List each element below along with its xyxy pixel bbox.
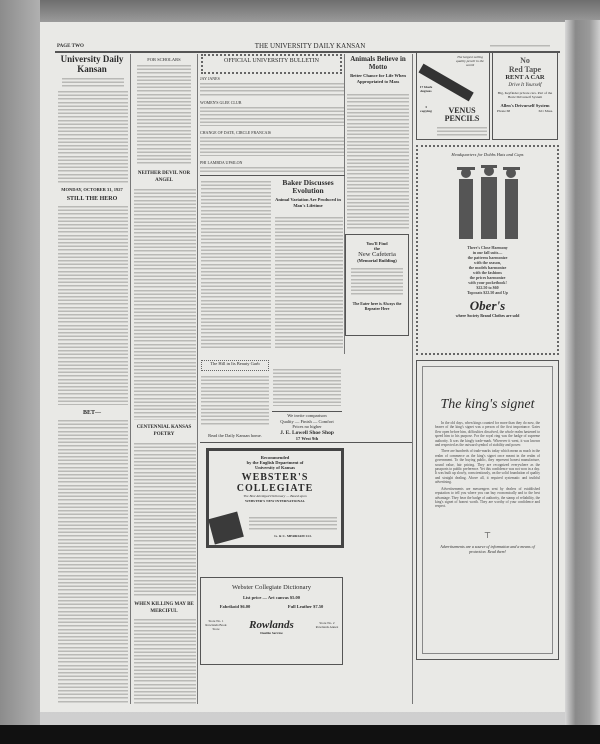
- obers-logo: Ober's: [469, 298, 506, 313]
- obers-line: with the season,: [473, 260, 501, 265]
- editorial-headline: WHEN KILLING MAY BE MERCIFUL: [134, 602, 194, 614]
- webster-subtitle: WEBSTER'S NEW INTERNATIONAL: [245, 498, 305, 503]
- bulletin-item-title: CHANGE OF DATE, CIRCLE FRANCAIS: [200, 130, 272, 135]
- venus-fineprint: [437, 126, 487, 138]
- webster-line: University of Kansas: [254, 465, 295, 470]
- rowlands-logo: Rowlands: [249, 619, 294, 631]
- editorial-body: [58, 419, 128, 704]
- bulletin-item-body: [200, 166, 344, 174]
- redtape-line: Red Tape: [508, 65, 542, 74]
- obers-header: Headquarters for Dobbs Hats and Caps: [451, 152, 524, 157]
- three-men-illustration: [453, 161, 523, 241]
- scan-left-edge: [0, 0, 40, 725]
- editorial-body: [134, 618, 196, 705]
- signet-ornament-icon: ⊤: [484, 530, 491, 540]
- obers-body: [418, 245, 557, 295]
- rowlands-price: List price — Art canvas $5.00: [243, 595, 300, 600]
- nameplate-subtext: [62, 77, 124, 87]
- staff-listing: [58, 90, 128, 184]
- hill-body: [201, 375, 269, 425]
- webster-title: WEBSTER'S: [241, 472, 309, 483]
- shoeshop-name: J. E. Lowell Shoe Shop: [280, 429, 334, 436]
- redtape-phone: Phone 68: [497, 109, 511, 113]
- bulletin-item-body: [200, 136, 344, 156]
- obers-footer: where Society Brand Clothes are sold: [455, 313, 520, 318]
- masthead-date: [490, 44, 550, 48]
- signet-paragraph: In the old days, when kings counted for more than they do now, the bearer of the king's signet was a person of the first importance. Gates flew open before him, difficulties dissolved, the whole realm hastened to speed him to his purpose. For the royal ring was the badge of supreme authority. It was the kingly trade-mark. Wherever it went, it was known and respected as the outward symbol of stability and power.: [435, 421, 540, 448]
- hill-title-box: [201, 360, 269, 371]
- cafeteria-body: [351, 267, 403, 297]
- bulletin-item-title: PHI LAMBDA UPSILON: [200, 160, 243, 165]
- editorial-body: [58, 205, 128, 405]
- animals-subhead: Better Chance for Life When Appropriated to Mass: [350, 73, 406, 84]
- signet-footer: Advertisements are a source of information and a means of protection. Read them!: [440, 543, 535, 554]
- obers-line: the models harmonize: [468, 265, 507, 270]
- redtape-address: 621 Mass.: [538, 109, 553, 113]
- masthead-title: THE UNIVERSITY DAILY KANSAN: [254, 42, 366, 50]
- evolution-body: [275, 216, 343, 349]
- bulletin-header-box: [201, 54, 342, 74]
- bulletin-title: OFFICIAL UNIVERSITY BULLETIN: [224, 58, 319, 64]
- obers-line: with the fashions: [473, 270, 502, 275]
- cafeteria-sub: (Memorial Building): [357, 258, 397, 263]
- redtape-headline: RENT A CAR: [505, 74, 545, 81]
- editorial-headline: BET—: [82, 410, 101, 416]
- webster-fineprint: [249, 516, 337, 530]
- bulletin-item-title: JAY JANES: [200, 76, 220, 81]
- redtape-slogan: Drive It Yourself: [508, 83, 542, 88]
- poem-title: FOR SCHOLARS: [147, 57, 181, 62]
- section-rule: [200, 175, 345, 176]
- obers-line: the prices harmonize: [469, 275, 506, 280]
- obers-line: with your pocketbook!: [468, 280, 507, 285]
- cafeteria-ad: [345, 234, 409, 336]
- poem-body: [137, 64, 191, 164]
- webster-subtitle: The Best Abridged Dictionary — Based upon: [243, 494, 307, 498]
- venus-pencils-ad: [416, 52, 490, 140]
- evolution-headline: Baker Discusses Evolution: [282, 178, 334, 195]
- redtape-description: Big, Keyfinder private cars. Part of the Hertz Drivurself System: [497, 91, 553, 99]
- page-number: PAGE TWO: [57, 44, 84, 49]
- hill-title: The Hill in Its Beauty Garb: [210, 361, 260, 366]
- venus-degrees: 17 black degrees: [419, 85, 433, 93]
- animals-headline: Animals Believe in Motto: [350, 55, 406, 71]
- editorial-body: [134, 442, 196, 597]
- scan-bottom-border: [0, 725, 600, 744]
- webster-ad: [206, 448, 344, 548]
- obers-line: There's Close Harmony: [467, 245, 508, 250]
- section-rule: [200, 442, 412, 443]
- obers-line: in our fall suits—: [472, 250, 503, 255]
- kings-signet-ad: [416, 360, 559, 660]
- obers-line: $22.50 to $60: [476, 285, 499, 290]
- venus-copying: 3 copying: [420, 105, 432, 113]
- obers-line: the patterns harmonize: [467, 255, 508, 260]
- column-rule: [412, 54, 413, 704]
- rent-a-car-ad: [492, 52, 558, 140]
- editorial-body: [134, 188, 196, 420]
- webster-publisher: G. & C. MERRIAM CO.: [274, 534, 312, 538]
- signet-title: The king's signet: [440, 397, 535, 412]
- section-rule: [272, 411, 342, 412]
- hill-footer: Read the Daily Kansan home.: [208, 433, 262, 438]
- shoeshop-line: Prices no higher: [292, 424, 322, 429]
- rowlands-service: Double Service: [260, 631, 283, 635]
- rowlands-title: Webster Collegiate Dictionary: [232, 584, 311, 591]
- cafeteria-line: You'll Find: [366, 241, 388, 246]
- webster-line: Recommended: [260, 455, 290, 460]
- signet-paragraph: Advertisements are messengers sent by dealers of established reputation to tell you where you can buy economically and to the best advantage. They bear the badge of authority, the stamp of reliability, the king's signet of honest worth. They are worthy of your confidence and respect.: [435, 486, 540, 509]
- issue-date: MONDAY, OCTOBER 31, 1927: [61, 187, 123, 192]
- cafeteria-name: New Cafeteria: [358, 251, 396, 258]
- animals-body: [347, 93, 409, 231]
- pencil-illustration: [419, 64, 474, 102]
- webster-title: COLLEGIATE: [236, 483, 314, 494]
- cafeteria-line: the: [374, 246, 380, 251]
- venus-tagline: The largest selling quality pencil in the world: [456, 55, 484, 67]
- rowlands-fabrikoid-price: Fabrikoid $6.00: [219, 604, 251, 609]
- rowlands-store1: Store No. 1 Rowlands Book Store: [205, 619, 227, 631]
- shoeshop-line: We invite comparison: [287, 413, 327, 418]
- editorial-headline: CENTENNIAL KANSAS POETRY: [136, 425, 192, 437]
- column-rule: [197, 54, 198, 704]
- bulletin-item-body: [200, 82, 344, 96]
- rowlands-store2: Store No. 2 Rowlands Annex: [315, 621, 339, 629]
- obers-line: Topcoats $22.50 and Up: [467, 290, 508, 295]
- evolution-subhead: Animal Variation Are Produced in Man's Lifetime: [275, 197, 341, 208]
- editorial-headline: NEITHER DEVIL NOR ANGEL: [137, 171, 191, 183]
- signet-paragraph: There are hundreds of trade-marks today which mean as much in the realm of commerce as the king's signet once meant in the realm of government. To the buying public, they represent honest manufacture, sound value, fair pricing. They are recognized everywhere as the passports to public preference. Yet this confidence was not won in a day. It was built up slowly, conscientiously, on the solid foundation of quality and straight dealing. Above all, it required systematic and truthful advertising.: [435, 449, 540, 485]
- shoeshop-ad: [272, 413, 342, 441]
- bulletin-item-title: WOMEN'S GLEE CLUB: [200, 100, 242, 105]
- column-rule: [130, 54, 131, 704]
- bulletin-item-body: [200, 106, 344, 126]
- scan-right-strip: [565, 20, 600, 725]
- shoeshop-line: Quality — Finish — Comfort: [280, 418, 334, 424]
- venus-brand: VENUS PENCILS: [444, 106, 480, 123]
- redtape-line: No: [520, 56, 530, 65]
- article-body: [273, 368, 341, 406]
- rowlands-leather-price: Full Leather $7.50: [287, 604, 324, 609]
- redtape-company: Allen's Drivurself System: [500, 103, 550, 108]
- webster-line: by the English Department of: [246, 460, 304, 465]
- obers-ad: [416, 145, 559, 355]
- article-body: [201, 180, 271, 350]
- book-illustration: [208, 512, 244, 545]
- paper-nameplate: University Daily Kansan: [60, 54, 124, 74]
- rowlands-ad: [200, 577, 343, 665]
- editorial-headline: STILL THE HERO: [66, 196, 118, 202]
- cafeteria-footer: The Eater here is Always the Repeater Here: [352, 301, 402, 311]
- shoeshop-address: 17 West 9th: [295, 435, 319, 441]
